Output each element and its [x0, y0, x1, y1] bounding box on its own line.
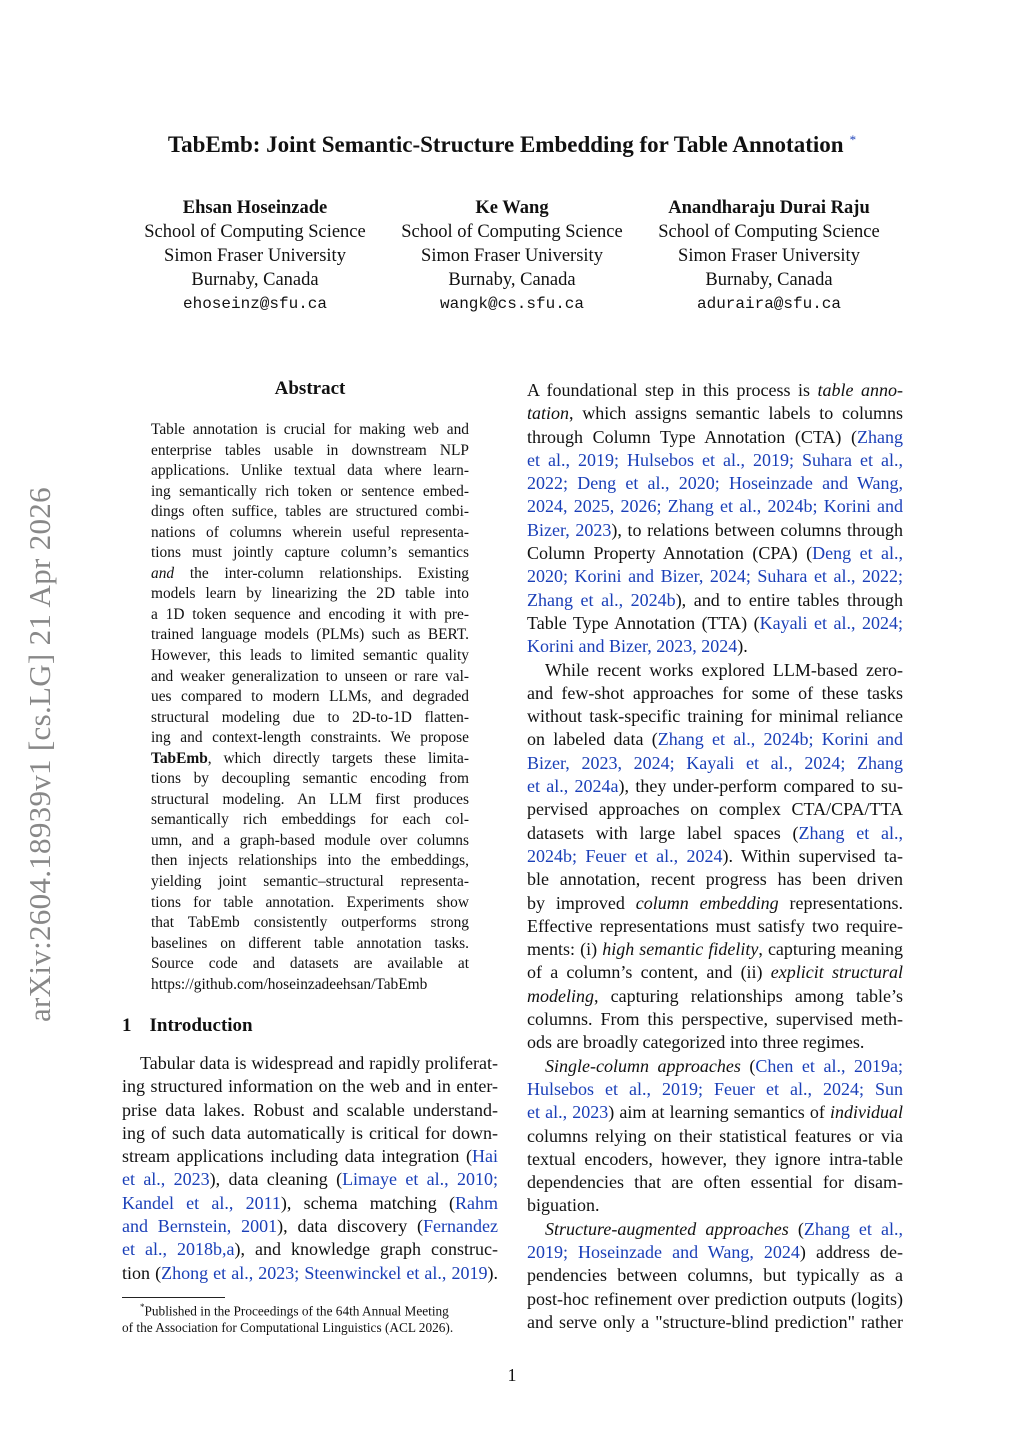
citation-link[interactable]: et al., 2019; Hulsebos et al., 2019; Suhara et al., [527, 449, 903, 470]
text-line [151, 646, 469, 667]
text-line [527, 1264, 903, 1287]
text-line [122, 1215, 498, 1238]
text-span: applications. Unlike textual data where learn- [151, 462, 469, 480]
emphasis-text: table anno- [817, 380, 903, 400]
text-line [151, 934, 469, 955]
text-span: columns relying on their statistical features or via [527, 1125, 903, 1146]
author-name: Ke Wang [475, 198, 549, 218]
text-span: ), and to entire tables through [675, 589, 903, 610]
text-span: that TabEmb consistently outperforms strong [151, 914, 469, 932]
author-dept: School of Computing Science [144, 222, 366, 242]
text-line [151, 913, 469, 934]
author-univ: Simon Fraser University [678, 246, 860, 266]
text-line [527, 1194, 903, 1217]
citation-link[interactable]: Bizer, 2023, 2024; Kayali et al., 2024; Zhang [527, 752, 903, 773]
citation-link[interactable]: Zhang [857, 426, 903, 447]
text-line [527, 379, 903, 402]
author-dept: School of Computing Science [401, 222, 623, 242]
text-span: ) address de- [799, 1241, 903, 1262]
text-line [151, 790, 469, 811]
citation-link[interactable]: et al., 2024a [527, 776, 619, 797]
text-span: ). [737, 636, 748, 657]
citation-link[interactable]: et al., 2023 [122, 1169, 210, 1190]
text-line [151, 851, 469, 872]
author-dept: School of Computing Science [658, 222, 880, 242]
text-span: ) aim at learning semantics of [608, 1102, 830, 1123]
emphasis-text: tation [527, 403, 570, 424]
text-span: ods are broadly categorized into three regimes. [527, 1032, 865, 1053]
text-span: without task-specific training for minimal reliance [527, 706, 903, 727]
bold-text: TabEmb [151, 749, 208, 767]
text-line [151, 954, 469, 975]
text-span: ), schema matching ( [280, 1192, 455, 1213]
citation-link[interactable]: Zhang et al., 2024b [527, 589, 676, 610]
text-line [151, 667, 469, 688]
footnote-text: Published in the Proceedings of the 64th Annual Meeting [144, 1303, 449, 1319]
text-span: ( [740, 1055, 756, 1076]
author-block [125, 196, 385, 316]
text-line [527, 868, 903, 891]
text-span: the inter-column relationships. Existing [174, 564, 469, 582]
text-line [527, 1148, 903, 1171]
text-line [527, 728, 903, 751]
section-heading-introduction [122, 1015, 253, 1037]
citation-link[interactable]: Hai [472, 1146, 498, 1167]
text-span: through Column Type Annotation (CTA) ( [527, 426, 858, 447]
title-text: TabEmb: Joint Semantic-Structure Embedding for Table Annotation [167, 132, 844, 157]
text-line [527, 845, 903, 868]
citation-link[interactable]: Deng et al., [812, 543, 904, 564]
text-line [151, 708, 469, 729]
citation-link[interactable]: Kandel et al., 2011 [122, 1192, 281, 1213]
text-span: prise data lakes. Robust and scalable understand- [122, 1099, 498, 1120]
text-line [527, 1008, 903, 1031]
text-span: ues compared to modern LLMs, and degraded [151, 688, 469, 706]
text-line [527, 659, 903, 682]
text-span: Effective representations must satisfy two require- [527, 915, 903, 936]
text-line [151, 523, 469, 544]
author-email: ehoseinz@sfu.ca [182, 295, 328, 313]
text-line [151, 441, 469, 462]
text-line [151, 420, 469, 441]
text-span: ing semantically rich token or sentence embed- [151, 482, 469, 500]
text-span: Source code and datasets are available at [151, 955, 469, 973]
text-span: a 1D token sequence and encoding it with pre- [151, 605, 469, 623]
text-line [527, 1311, 903, 1334]
citation-link[interactable]: Chen et al., 2019a; [755, 1055, 903, 1076]
text-line [122, 1238, 498, 1261]
text-line [151, 482, 469, 503]
text-line [151, 584, 469, 605]
author-univ: Simon Fraser University [164, 246, 346, 266]
emphasis-text: high semantic fidelity [602, 939, 759, 960]
citation-link[interactable]: 2020; Korini and Bizer, 2024; Suhara et al., 2022; [527, 566, 903, 587]
text-span: A foundational step in this process is [527, 380, 818, 400]
text-span: models learn by linearizing the 2D table into [151, 585, 469, 603]
text-span: ). Within supervised ta- [722, 845, 903, 866]
citation-link[interactable]: et al., 2023 [527, 1102, 609, 1123]
citation-link[interactable]: Bizer, 2023 [527, 519, 612, 540]
text-span: enterprise tables usable in downstream NLP [151, 441, 469, 459]
emphasis-text: Structure-augmented approaches [545, 1218, 789, 1239]
text-span: dependencies that are often essential for disam- [527, 1172, 903, 1193]
text-span: baselines on different table annotation tasks. [151, 934, 469, 952]
author-name: Ehsan Hoseinzade [182, 198, 328, 218]
text-span: ble annotation, recent progress has been driven [527, 869, 903, 890]
page-number: 1 [507, 1365, 517, 1385]
text-line [527, 1241, 903, 1264]
footnote [122, 1299, 498, 1336]
abstract-heading: Abstract [274, 378, 346, 399]
section-title: Introduction [149, 1015, 253, 1036]
text-span: and serve only a "structure-blind prediction" rather [527, 1311, 903, 1332]
citation-link[interactable]: et al., 2018b,a [122, 1239, 235, 1260]
text-span: However, this leads to limited semantic quality [151, 647, 469, 665]
author-univ: Simon Fraser University [421, 246, 603, 266]
text-line [151, 687, 469, 708]
text-line [151, 810, 469, 831]
text-span: umn, and a graph-based module over columns [151, 831, 469, 849]
author-block [382, 196, 642, 316]
text-line [151, 728, 469, 749]
footnote-divider [122, 1297, 225, 1298]
section-number: 1 [122, 1015, 132, 1036]
text-span: biguation. [527, 1195, 600, 1216]
text-line [151, 769, 469, 790]
text-span: representations. [778, 892, 903, 913]
text-line [151, 625, 469, 646]
text-span: and few-shot approaches for some of these tasks [527, 682, 903, 703]
text-line [527, 961, 903, 984]
text-line [527, 1125, 903, 1148]
text-span: and weaker generalization to unseen or rare val- [151, 667, 469, 685]
text-span: post-hoc refinement over prediction outputs (logits) [527, 1288, 903, 1309]
text-line [527, 1055, 903, 1078]
text-line [151, 564, 469, 585]
author-name: Anandharaju Durai Raju [668, 198, 870, 218]
text-span: columns. From this perspective, supervised meth- [527, 1009, 903, 1030]
text-line [151, 461, 469, 482]
text-line [527, 565, 903, 588]
text-span: ), and knowledge graph construc- [234, 1239, 498, 1260]
text-line [527, 915, 903, 938]
text-span: of a column’s content, and (ii) [527, 962, 771, 983]
text-span: by improved [527, 892, 636, 913]
text-span: semantically rich embeddings for each col- [151, 811, 469, 829]
footnote-text: of the Association for Computational Linguistics (ACL 2026). [122, 1320, 454, 1336]
citation-link[interactable]: Hulsebos et al., 2019; Feuer et al., 2024; Sun [527, 1078, 903, 1099]
citation-link[interactable]: Kayali et al., 2024; [759, 612, 903, 633]
text-span: Tabular data is widespread and rapidly proliferat- [140, 1053, 498, 1073]
text-span: While recent works explored LLM-based zero- [545, 659, 903, 680]
footnote-mark: * [140, 1302, 145, 1312]
citation-link[interactable]: 2019; Hoseinzade and Wang, 2024 [527, 1241, 800, 1262]
emphasis-text: modeling [527, 985, 594, 1006]
text-span: ), data discovery ( [277, 1216, 424, 1237]
text-span: ( [788, 1218, 804, 1239]
text-line [527, 1218, 903, 1241]
text-span: nations of columns wherein useful representa- [151, 523, 469, 541]
text-line [527, 822, 903, 845]
text-line [122, 1122, 498, 1145]
citation-link[interactable]: 2024b; Feuer et al., 2024 [527, 845, 723, 866]
author-email: wangk@cs.sfu.ca [439, 295, 585, 313]
text-line [527, 1101, 903, 1124]
text-span: tions for table annotation. Experiments show [151, 893, 469, 911]
text-line [527, 1078, 903, 1101]
text-line [151, 605, 469, 626]
text-line [527, 635, 903, 658]
citation-link[interactable]: 2024, 2025, 2026; Zhang et al., 2024b; Korini and [527, 496, 903, 517]
text-line [122, 1192, 498, 1215]
text-span: , capturing relationships among table’s [594, 985, 903, 1006]
right-column-body [527, 379, 903, 1334]
text-span: ). [487, 1262, 498, 1283]
text-span: pendencies between columns, but typically as a [527, 1265, 903, 1286]
text-line [527, 426, 903, 449]
text-line [527, 775, 903, 798]
citation-link[interactable]: 2022; Deng et al., 2020; Hoseinzade and Wang, [527, 473, 903, 494]
text-span: trained language models (PLMs) such as BERT. [151, 626, 469, 644]
citation-link[interactable]: Zhang et al., [798, 822, 903, 843]
text-line [151, 872, 469, 893]
text-span: tion ( [122, 1262, 162, 1283]
emphasis-text: individual [829, 1102, 903, 1123]
text-line [122, 1168, 498, 1191]
text-line [151, 502, 469, 523]
text-line [527, 612, 903, 635]
text-line [527, 589, 903, 612]
author-block [639, 196, 899, 316]
text-line [527, 798, 903, 821]
text-line [122, 1145, 498, 1168]
text-span: ), to relations between columns through [611, 519, 904, 540]
text-line [151, 975, 469, 996]
title-footnote-link[interactable]: * [849, 132, 857, 147]
text-line [527, 449, 903, 472]
text-span: on labeled data ( [527, 729, 658, 750]
emphasis-text: Single-column approaches [545, 1055, 741, 1076]
text-span: tions must jointly capture column’s semantics [151, 544, 469, 562]
text-line [527, 1288, 903, 1311]
introduction-body [122, 1052, 498, 1285]
text-span: ing and context-length constraints. We propose [151, 729, 469, 747]
text-span: then injects relationships into the embeddings, [151, 852, 469, 870]
text-line [151, 831, 469, 852]
text-line [527, 519, 903, 542]
text-span: ), they under-perform compared to su- [618, 776, 903, 797]
text-line [527, 472, 903, 495]
text-line [527, 705, 903, 728]
text-span: structural modeling. An LLM first produces [151, 790, 469, 808]
text-line [527, 542, 903, 565]
text-span: ments: (i) [527, 939, 603, 960]
text-line [122, 1052, 498, 1075]
text-span: structural modeling due to 2D-to-1D flatten- [151, 708, 469, 726]
citation-link[interactable]: Fernandez [423, 1216, 498, 1237]
author-location: Burnaby, Canada [448, 270, 576, 290]
text-line [527, 985, 903, 1008]
arxiv-stamp: arXiv:2604.18939v1 [cs.LG] 21 Apr 2026 [22, 487, 57, 1022]
text-line [527, 402, 903, 425]
text-line [151, 749, 469, 770]
text-span: textual encoders, however, they ignore intra-table [527, 1148, 903, 1169]
citation-link[interactable]: Limaye et al., 2010; [342, 1169, 498, 1190]
text-span: tions by decoupling semantic encoding from [151, 770, 469, 788]
text-line [527, 752, 903, 775]
text-line [122, 1262, 498, 1285]
text-span: stream applications including data integration ( [122, 1146, 472, 1167]
text-span: Column Property Annotation (CPA) ( [527, 543, 813, 564]
text-span: , capturing meaning [758, 939, 903, 960]
text-line [151, 893, 469, 914]
text-span: ing structured information on the web and in enter- [122, 1076, 498, 1097]
text-span: ), data cleaning ( [209, 1169, 343, 1190]
citation-link[interactable]: Zhong et al., 2023; Steenwinckel et al., 2019 [161, 1262, 488, 1283]
author-email: aduraira@sfu.ca [696, 295, 842, 313]
text-span: https://github.com/hoseinzadeehsan/TabEmb [151, 975, 428, 993]
text-span: Table Type Annotation (TTA) ( [527, 612, 760, 633]
citation-link[interactable]: Zhang et al., 2024b; Korini and [657, 729, 903, 750]
text-line [527, 495, 903, 518]
text-span: datasets with large label spaces ( [527, 822, 799, 843]
citation-link[interactable]: Rahm [455, 1192, 498, 1213]
text-span: , which directly targets these limita- [207, 749, 469, 767]
text-span: yielding joint semantic–structural representa- [151, 873, 469, 891]
text-line [527, 682, 903, 705]
text-span: pervised approaches on complex CTA/CPA/TTA [527, 799, 903, 820]
emphasis-text: column embedding [635, 892, 779, 913]
paper-title [0, 132, 1024, 158]
abstract-body [151, 420, 469, 995]
citation-link[interactable]: Zhang et al., [803, 1218, 903, 1239]
citation-link[interactable]: and Bernstein, 2001 [122, 1216, 278, 1237]
text-line [122, 1075, 498, 1098]
text-line [527, 1031, 903, 1054]
emphasis-text: and [151, 564, 175, 582]
text-span: , which assigns semantic labels to columns [569, 403, 903, 424]
text-span: Table annotation is crucial for making web and [151, 421, 469, 438]
text-line [151, 543, 469, 564]
text-span: dings often suffice, tables are structured combi- [151, 503, 469, 521]
emphasis-text: explicit structural [770, 962, 903, 983]
text-line [527, 938, 903, 961]
text-line [527, 1171, 903, 1194]
text-span: ing of such data automatically is critical for down- [122, 1122, 498, 1143]
citation-link[interactable]: Korini and Bizer, 2023, 2024 [527, 636, 738, 657]
text-line [122, 1099, 498, 1122]
text-line [527, 892, 903, 915]
author-location: Burnaby, Canada [191, 270, 319, 290]
author-location: Burnaby, Canada [705, 270, 833, 290]
